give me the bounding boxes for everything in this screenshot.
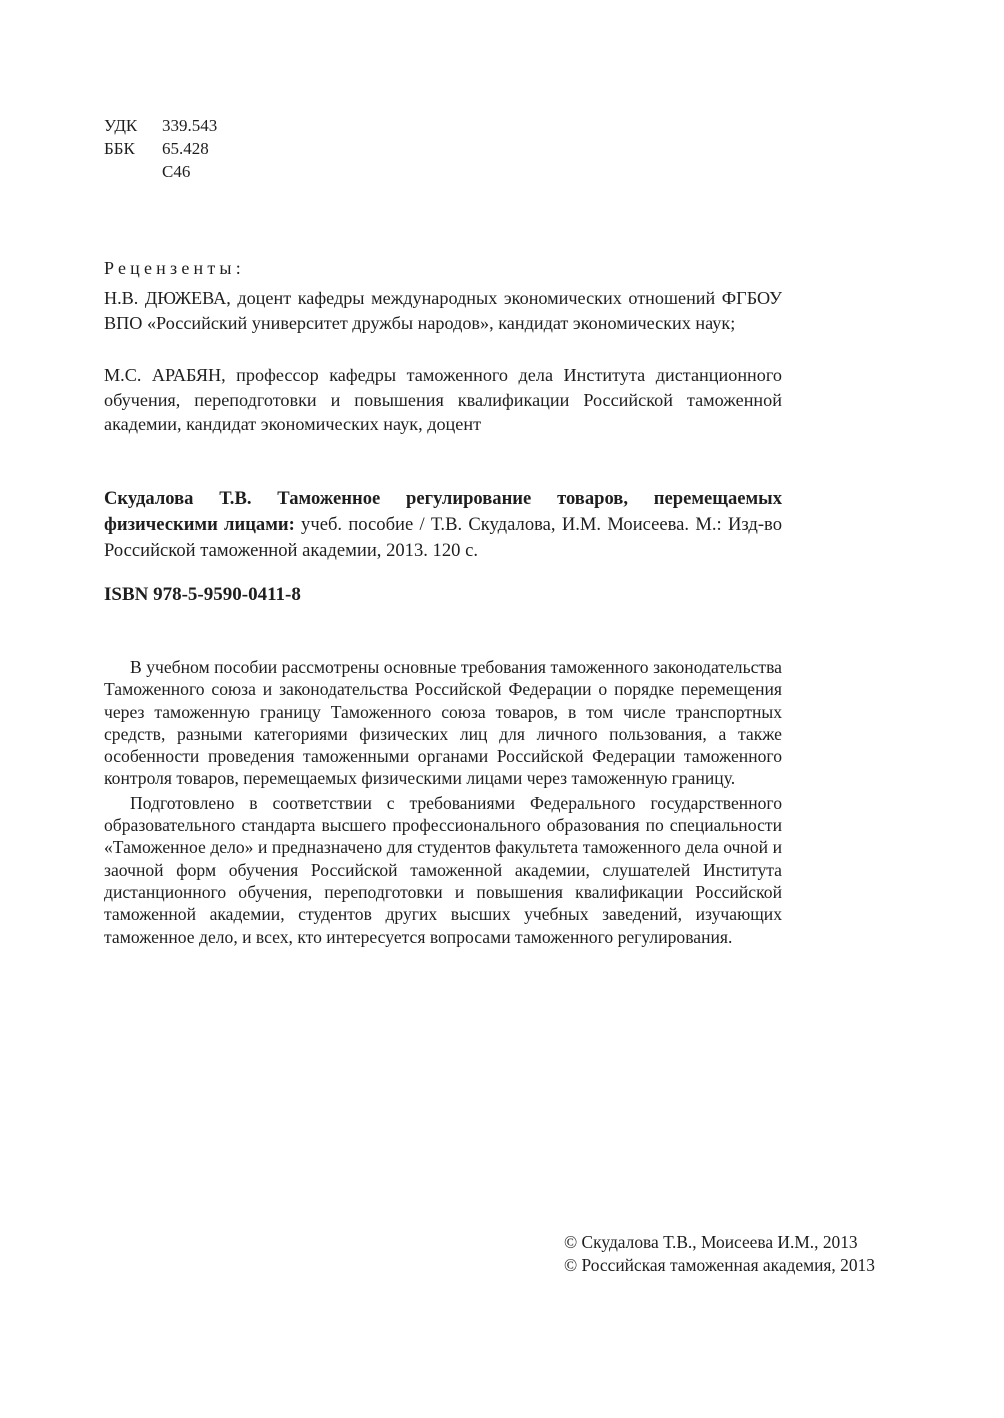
bbk-value: 65.428 — [162, 139, 209, 158]
bibliographic-description — [104, 486, 782, 564]
author-mark: С46 — [162, 162, 191, 181]
classification-block — [104, 114, 217, 183]
isbn: ISBN 978-5-9590-0411-8 — [104, 584, 301, 605]
udk-value: 339.543 — [162, 116, 218, 135]
author-mark-row — [104, 160, 217, 183]
bibliographic-title: Скудалова Т.В. Таможенное регулирование товаров, перемещаемых физическими лицами: — [104, 488, 782, 535]
reviewer-entry: Н.В. ДЮЖЕВА, доцент кафедры международных экономических отношений ФГБОУ ВПО «Российский университет дружбы народов», кандидат экономических наук; — [104, 288, 782, 333]
abstract-paragraph: В учебном пособии рассмотрены основные требования таможенного законодательства Таможенного союза и законодательства Российской Федерации о порядке перемещения через таможенную границу Таможенного союза товаров, в том числе транспортных средств, разными категориями физических лиц для личного пользования, а также особенности проведения таможенными органами Российской Федерации таможенного контроля товаров, перемещаемых физическими лицами через таможенную границу. — [104, 657, 782, 789]
bbk-row — [104, 137, 217, 160]
udk-row — [104, 114, 217, 137]
reviewer-entry: М.С. АРАБЯН, профессор кафедры таможенного дела Института дистанционного обучения, переподготовки и повышения квалификации Российской таможенной академии, кандидат экономических наук, доцент — [104, 365, 782, 434]
copyright-block — [564, 1231, 875, 1277]
copyright-authors: © Скудалова Т.В., Моисеева И.М., 2013 — [564, 1232, 858, 1252]
udk-label: УДК — [104, 116, 138, 135]
reviewers-heading: Рецензенты: — [104, 258, 245, 278]
abstract-paragraph: Подготовлено в соответствии с требованиями Федерального государственного образовательного стандарта высшего профессионального образования по специальности «Таможенное дело» и предназначено для студентов факультета таможенного дела очной и заочной форм обучения Российской таможенной академии, слушателей Института дистанционного обучения, переподготовки и повышения квалификации Российской таможенной академии, студентов других высших учебных заведений, изучающих таможенное дело, и всех, кто интересуется вопросами таможенного регулирования. — [104, 792, 782, 947]
bibliographic-details: учеб. пособие / Т.В. Скудалова, И.М. Моисеева. М.: Изд-во Российской таможенной академии, 2013. 120 с. — [104, 514, 782, 561]
copyright-publisher: © Российская таможенная академия, 2013 — [564, 1255, 875, 1275]
bbk-label: ББК — [104, 139, 135, 158]
abstract — [104, 656, 782, 948]
